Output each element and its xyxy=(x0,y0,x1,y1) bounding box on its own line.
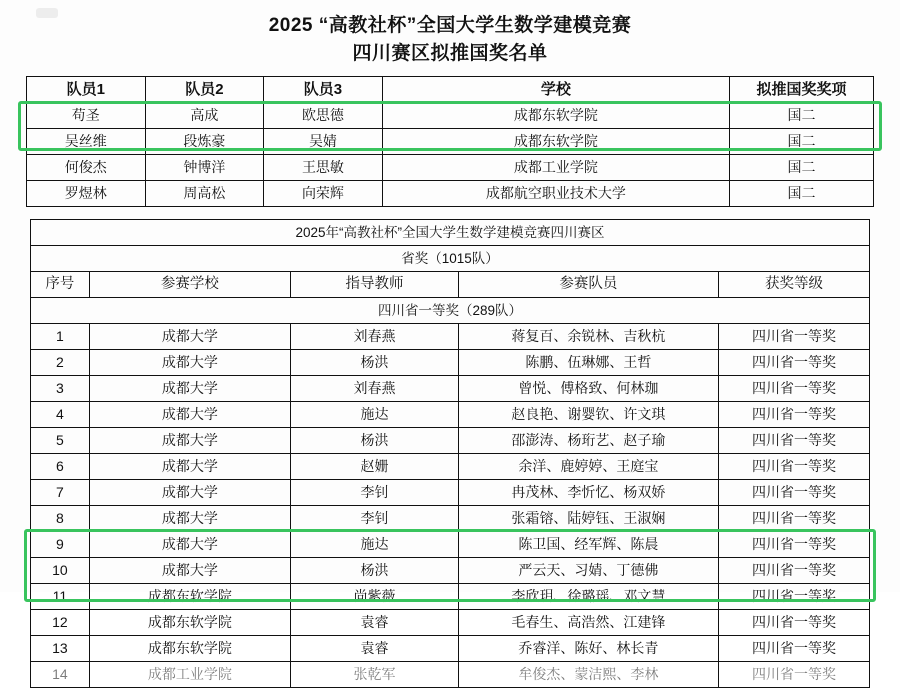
table-row xyxy=(31,350,870,376)
cell-award: 国二 xyxy=(730,129,874,155)
cell-members: 邵澎涛、杨珩艺、赵子瑜 xyxy=(458,428,718,454)
cell-m1: 苟圣 xyxy=(27,103,146,129)
cell-school: 成都大学 xyxy=(89,350,290,376)
table-row xyxy=(27,129,874,155)
national-award-table-section xyxy=(26,76,874,207)
table-banner-title: 2025年“高教社杯”全国大学生数学建模竞赛四川赛区 xyxy=(31,220,870,246)
column-header: 参赛学校 xyxy=(89,272,290,298)
cell-no: 14 xyxy=(31,662,90,688)
table-row xyxy=(31,506,870,532)
cell-teacher: 李钊 xyxy=(291,506,459,532)
provincial-award-table xyxy=(30,219,870,688)
table-header-row xyxy=(31,272,870,298)
cell-school: 成都大学 xyxy=(89,480,290,506)
cell-school: 成都东软学院 xyxy=(89,610,290,636)
cell-teacher: 杨洪 xyxy=(291,558,459,584)
column-header: 队员2 xyxy=(145,77,264,103)
cell-members: 陈鹏、伍琳娜、王哲 xyxy=(458,350,718,376)
table-row xyxy=(27,103,874,129)
cell-school: 成都大学 xyxy=(89,532,290,558)
cell-no: 8 xyxy=(31,506,90,532)
cell-teacher: 李钊 xyxy=(291,480,459,506)
cell-members: 曾悦、傅格致、何林珈 xyxy=(458,376,718,402)
cell-m3: 王思敏 xyxy=(264,155,383,181)
cell-m2: 周高松 xyxy=(145,181,264,207)
cell-m3: 欧思德 xyxy=(264,103,383,129)
column-header: 队员1 xyxy=(27,77,146,103)
table-row xyxy=(31,558,870,584)
cell-m3: 向荣辉 xyxy=(264,181,383,207)
cell-no: 6 xyxy=(31,454,90,480)
cell-level: 四川省一等奖 xyxy=(718,636,869,662)
cell-m2: 钟博洋 xyxy=(145,155,264,181)
page-title-line-2: 四川赛区拟推国奖名单 xyxy=(352,42,548,64)
cell-teacher: 杨洪 xyxy=(291,350,459,376)
column-header: 指导教师 xyxy=(291,272,459,298)
cell-members: 牟俊杰、蒙洁熙、李林 xyxy=(458,662,718,688)
column-header: 队员3 xyxy=(264,77,383,103)
cell-school: 成都东软学院 xyxy=(382,129,729,155)
cell-school: 成都东软学院 xyxy=(89,636,290,662)
cell-school: 成都东软学院 xyxy=(89,584,290,610)
cell-teacher: 赵姗 xyxy=(291,454,459,480)
cell-level: 四川省一等奖 xyxy=(718,558,869,584)
cell-members: 张霜镕、陆婷钰、王淑娴 xyxy=(458,506,718,532)
table-banner-subtitle: 省奖（1015队） xyxy=(31,246,870,272)
cell-level: 四川省一等奖 xyxy=(718,506,869,532)
table-row xyxy=(31,402,870,428)
cell-level: 四川省一等奖 xyxy=(718,480,869,506)
cell-level: 四川省一等奖 xyxy=(718,376,869,402)
cell-no: 13 xyxy=(31,636,90,662)
cell-level: 四川省一等奖 xyxy=(718,584,869,610)
cell-level: 四川省一等奖 xyxy=(718,428,869,454)
column-header: 获奖等级 xyxy=(718,272,869,298)
table-row xyxy=(31,480,870,506)
cell-school: 成都大学 xyxy=(89,454,290,480)
cell-school: 成都大学 xyxy=(89,402,290,428)
cell-members: 乔睿洋、陈好、林长青 xyxy=(458,636,718,662)
table-row xyxy=(27,181,874,207)
cell-members: 赵良艳、谢婴钦、许文琪 xyxy=(458,402,718,428)
cell-school: 成都工业学院 xyxy=(89,662,290,688)
table-row xyxy=(31,376,870,402)
cell-level: 四川省一等奖 xyxy=(718,532,869,558)
cell-school: 成都大学 xyxy=(89,324,290,350)
table-banner-title-row xyxy=(31,220,870,246)
cell-school: 成都大学 xyxy=(89,506,290,532)
table-row xyxy=(31,610,870,636)
cell-members: 李欣玥、徐璐瑶、邓文慧 xyxy=(458,584,718,610)
cell-members: 严云天、习婧、丁德佛 xyxy=(458,558,718,584)
table-row xyxy=(31,428,870,454)
cell-level: 四川省一等奖 xyxy=(718,454,869,480)
cell-teacher: 袁睿 xyxy=(291,636,459,662)
cell-members: 蒋复百、余锐林、吉秋杭 xyxy=(458,324,718,350)
section-title-row xyxy=(31,298,870,324)
table-row xyxy=(31,532,870,558)
table-row xyxy=(31,454,870,480)
cell-level: 四川省一等奖 xyxy=(718,402,869,428)
section-title: 四川省一等奖（289队） xyxy=(31,298,870,324)
cell-teacher: 施达 xyxy=(291,532,459,558)
table-banner-subtitle-row xyxy=(31,246,870,272)
column-header: 学校 xyxy=(382,77,729,103)
table-row xyxy=(31,662,870,688)
cell-no: 9 xyxy=(31,532,90,558)
cell-teacher: 刘春燕 xyxy=(291,324,459,350)
cell-no: 12 xyxy=(31,610,90,636)
cell-members: 陈卫国、经军辉、陈晨 xyxy=(458,532,718,558)
cell-school: 成都东软学院 xyxy=(382,103,729,129)
table-row xyxy=(31,636,870,662)
cell-teacher: 刘春燕 xyxy=(291,376,459,402)
table-row xyxy=(31,584,870,610)
cell-members: 冉茂林、李忻忆、杨双娇 xyxy=(458,480,718,506)
cell-m1: 何俊杰 xyxy=(27,155,146,181)
cell-no: 10 xyxy=(31,558,90,584)
cell-teacher: 袁睿 xyxy=(291,610,459,636)
cell-no: 5 xyxy=(31,428,90,454)
page-title-line-1: 2025 “高教社杯”全国大学生数学建模竞赛 xyxy=(268,15,632,36)
cell-m2: 段炼豪 xyxy=(145,129,264,155)
cell-members: 毛春生、高浩然、江建锋 xyxy=(458,610,718,636)
cell-teacher: 张乾军 xyxy=(291,662,459,688)
cell-teacher: 施达 xyxy=(291,402,459,428)
cell-no: 4 xyxy=(31,402,90,428)
cell-award: 国二 xyxy=(730,181,874,207)
table-row xyxy=(31,324,870,350)
cell-no: 7 xyxy=(31,480,90,506)
table-row xyxy=(27,155,874,181)
column-header: 参赛队员 xyxy=(458,272,718,298)
cell-no: 3 xyxy=(31,376,90,402)
cell-no: 2 xyxy=(31,350,90,376)
document-title-block xyxy=(0,0,900,68)
cell-school: 成都大学 xyxy=(89,428,290,454)
cell-members: 余洋、鹿婷婷、王庭宝 xyxy=(458,454,718,480)
cell-teacher: 杨洪 xyxy=(291,428,459,454)
cell-level: 四川省一等奖 xyxy=(718,610,869,636)
cell-no: 11 xyxy=(31,584,90,610)
cell-m1: 吴丝维 xyxy=(27,129,146,155)
scan-artifact xyxy=(36,8,58,18)
cell-school: 成都大学 xyxy=(89,376,290,402)
cell-level: 四川省一等奖 xyxy=(718,350,869,376)
cell-level: 四川省一等奖 xyxy=(718,324,869,350)
cell-m2: 高成 xyxy=(145,103,264,129)
provincial-award-table-section xyxy=(30,219,870,688)
column-header: 序号 xyxy=(31,272,90,298)
column-header: 拟推国奖奖项 xyxy=(730,77,874,103)
cell-no: 1 xyxy=(31,324,90,350)
cell-school: 成都工业学院 xyxy=(382,155,729,181)
cell-level: 四川省一等奖 xyxy=(718,662,869,688)
cell-award: 国二 xyxy=(730,103,874,129)
cell-school: 成都大学 xyxy=(89,558,290,584)
cell-teacher: 尚紫薇 xyxy=(291,584,459,610)
national-award-table xyxy=(26,76,874,207)
cell-award: 国二 xyxy=(730,155,874,181)
cell-school: 成都航空职业技术大学 xyxy=(382,181,729,207)
cell-m3: 吴婧 xyxy=(264,129,383,155)
cell-m1: 罗煜林 xyxy=(27,181,146,207)
table-header-row xyxy=(27,77,874,103)
